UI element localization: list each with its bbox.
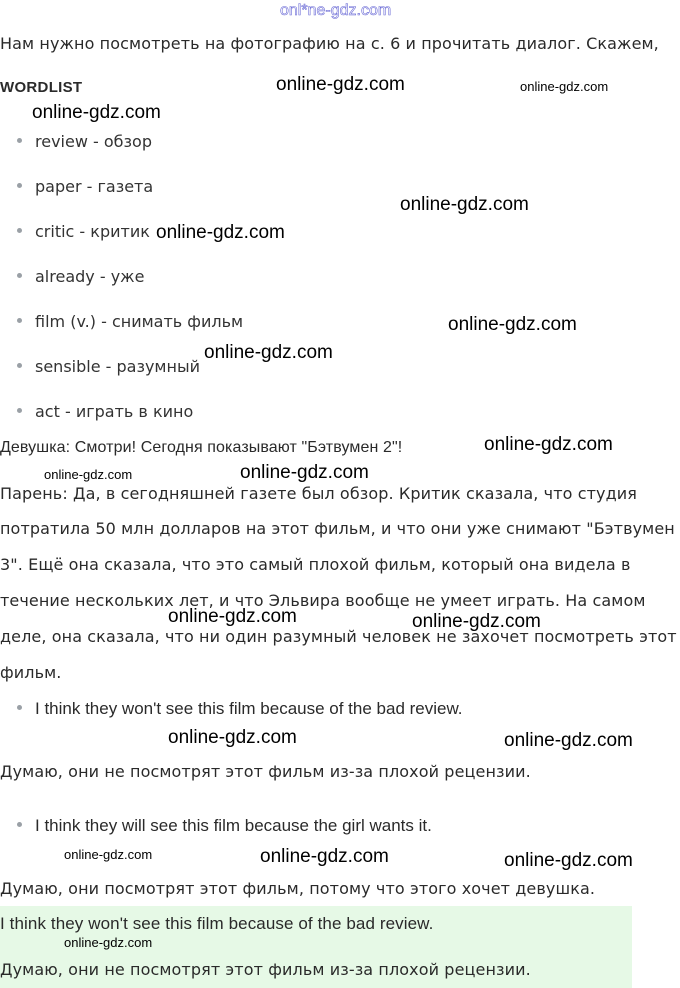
answer-english: I think they won't see this film because of the bad review. xyxy=(0,914,434,933)
top-watermark: onl*ne-gdz.com xyxy=(280,2,392,19)
dialogue-boy-line: фильм. xyxy=(0,663,62,682)
list-item xyxy=(17,267,144,287)
watermark: online-gdz.com xyxy=(520,79,609,94)
bullet-icon xyxy=(17,183,22,188)
watermark: online-gdz.com xyxy=(168,727,297,748)
bullet-icon xyxy=(17,408,22,413)
list-item-label: film (v.) - снимать фильм xyxy=(35,312,244,331)
watermark: online-gdz.com xyxy=(64,847,153,862)
watermark: online-gdz.com xyxy=(240,462,369,483)
bullet-icon xyxy=(17,705,22,710)
list-item xyxy=(17,132,152,152)
watermark: online-gdz.com xyxy=(44,467,133,482)
watermark: online-gdz.com xyxy=(484,434,613,455)
option-russian: Думаю, они посмотрят этот фильм, потому что этого хочет девушка. xyxy=(0,879,596,898)
bullet-icon xyxy=(17,822,22,827)
dialogue-boy-line: деле, она сказала, что ни один разумный человек не захочет посмотреть этот xyxy=(0,627,677,646)
list-item-label: critic - критик xyxy=(35,222,150,241)
list-item xyxy=(17,312,243,332)
option-english: I think they won't see this film because of the bad review. xyxy=(35,699,463,718)
watermark: online-gdz.com xyxy=(276,74,405,95)
dialogue-boy-line: потратила 50 млн долларов на этот фильм, и что они уже снимают "Бэтвумен xyxy=(0,519,675,538)
list-item-label: act - играть в кино xyxy=(35,402,194,421)
watermark: online-gdz.com xyxy=(504,730,633,751)
list-item-label: already - уже xyxy=(35,267,145,286)
list-item xyxy=(17,222,150,242)
option-item xyxy=(17,699,463,719)
watermark: online-gdz.com xyxy=(204,342,333,363)
watermark: online-gdz.com xyxy=(448,314,577,335)
watermark: online-gdz.com xyxy=(168,606,297,627)
bullet-icon xyxy=(17,228,22,233)
answer-russian: Думаю, они не посмотрят этот фильм из-за плохой рецензии. xyxy=(0,960,531,979)
watermark: online-gdz.com xyxy=(156,222,285,243)
dialogue-boy-line: течение нескольких лет, и что Эльвира вообще не умеет играть. На самом xyxy=(0,591,646,610)
option-english: I think they will see this film because the girl wants it. xyxy=(35,816,432,835)
bullet-icon xyxy=(17,273,22,278)
bullet-icon xyxy=(17,318,22,323)
watermark: online-gdz.com xyxy=(400,194,529,215)
watermark: online-gdz.com xyxy=(32,102,161,123)
list-item xyxy=(17,177,153,197)
list-item-label: review - обзор xyxy=(35,132,152,151)
list-item xyxy=(17,357,200,377)
list-item-label: sensible - разумный xyxy=(35,357,200,376)
list-item xyxy=(17,402,193,422)
intro-text: Нам нужно посмотреть на фотографию на с. 6 и прочитать диалог. Скажем, xyxy=(0,34,659,53)
option-russian: Думаю, они не посмотрят этот фильм из-за плохой рецензии. xyxy=(0,762,531,781)
dialogue-girl: Девушка: Смотри! Сегодня показывают "Бэтвумен 2"! xyxy=(0,439,403,456)
watermark: online-gdz.com xyxy=(412,611,541,632)
dialogue-boy-line: Парень: Да, в сегодняшней газете был обзор. Критик сказала, что студия xyxy=(0,484,637,503)
dialogue-boy-line: 3". Ещё она сказала, что это самый плохой фильм, который она видела в xyxy=(0,555,631,574)
list-item-label: paper - газета xyxy=(35,177,154,196)
bullet-icon xyxy=(17,138,22,143)
watermark: online-gdz.com xyxy=(504,850,633,871)
option-item xyxy=(17,816,432,836)
bullet-icon xyxy=(17,363,22,368)
watermark: online-gdz.com xyxy=(64,935,153,950)
wordlist-heading: WORDLIST xyxy=(0,79,83,96)
watermark: online-gdz.com xyxy=(260,846,389,867)
